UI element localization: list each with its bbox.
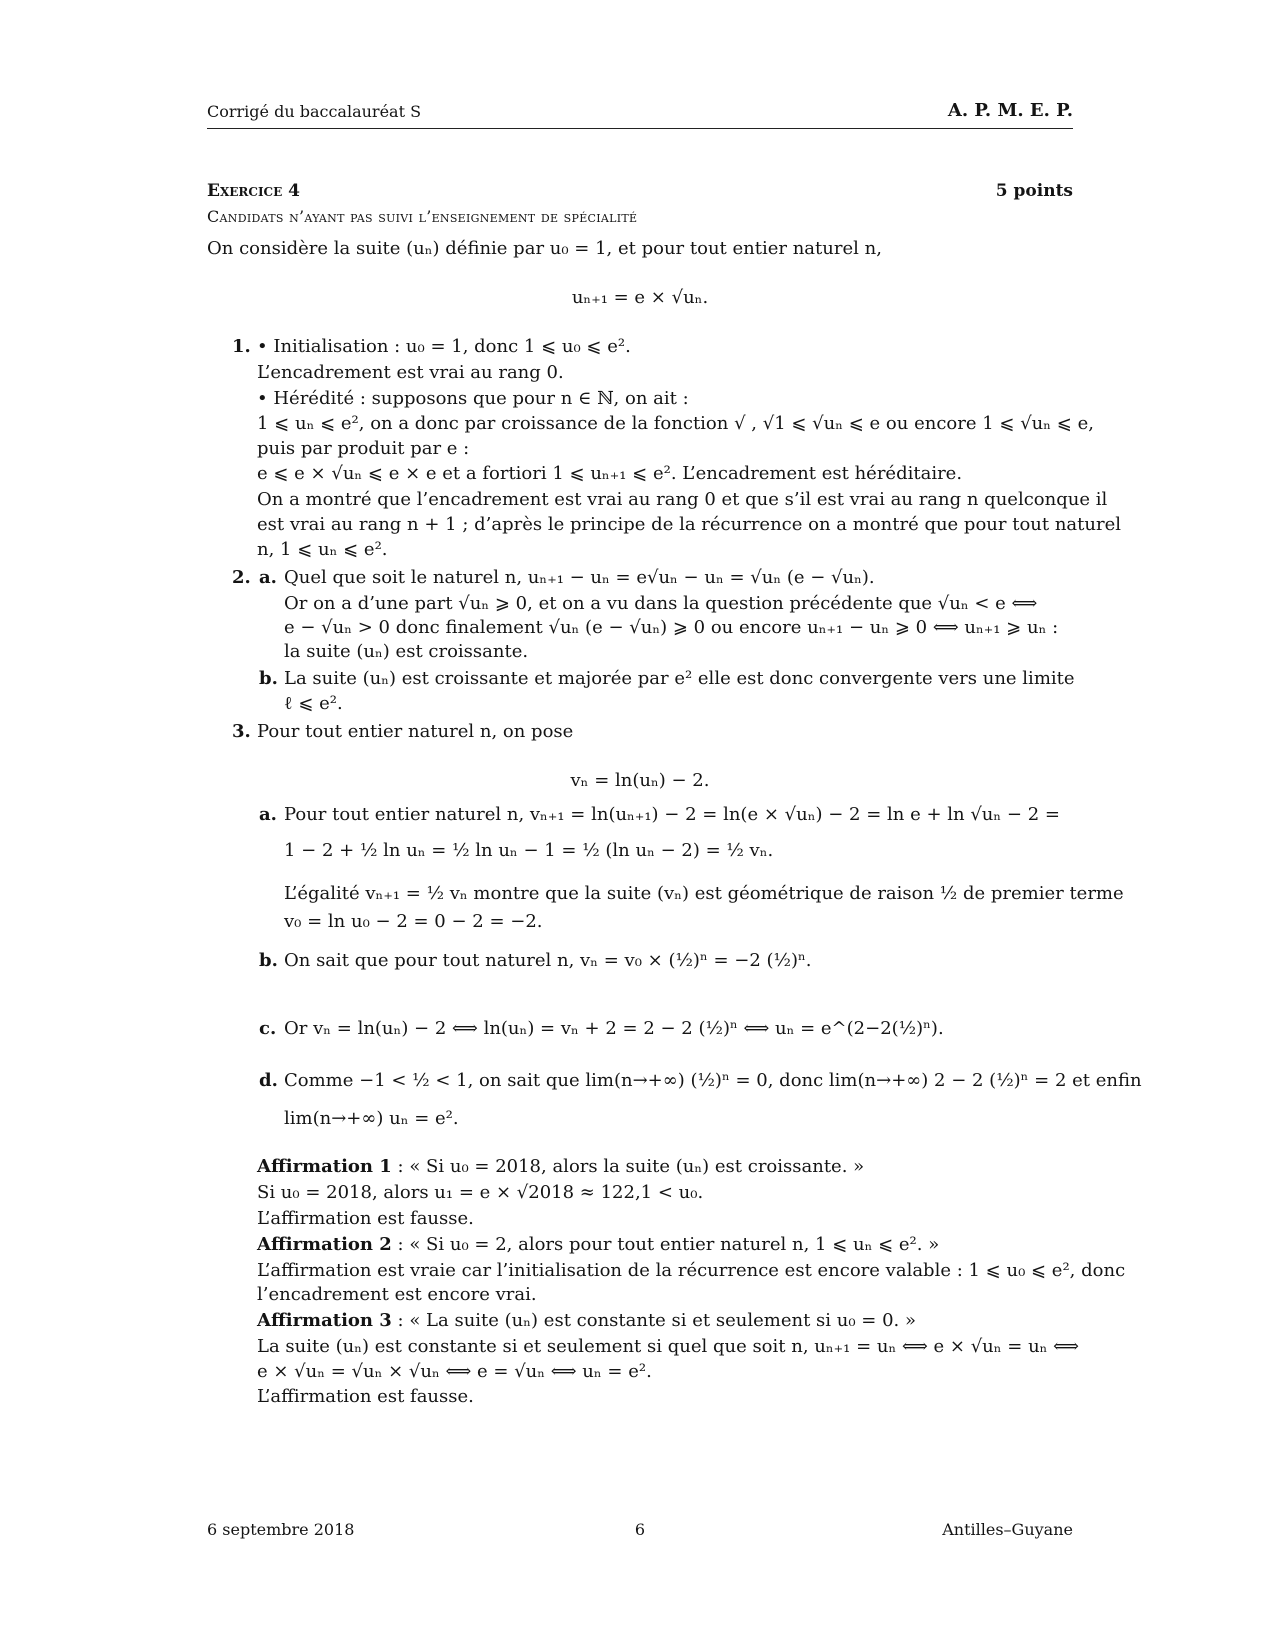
- exercise-heading: [207, 181, 1073, 201]
- q3d-line: Comme −1 < ½ < 1, on sait que lim(n→+∞) (½)ⁿ = 0, donc lim(n→+∞) 2 − 2 (½)ⁿ = 2 et enfin: [284, 1070, 1142, 1091]
- q2a-line: la suite (uₙ) est croissante.: [284, 641, 529, 662]
- page: [207, 0, 1142, 1650]
- affirmation-2-line: L’affirmation est vraie car l’initialisation de la récurrence est encore valable : 1 ⩽ u₀ ⩽ e², donc: [257, 1260, 1126, 1281]
- page-footer: [207, 1520, 1073, 1539]
- affirmation-3-text: : « La suite (uₙ) est constante si et seulement si u₀ = 0. »: [391, 1310, 917, 1331]
- q3b-label: b.: [259, 950, 278, 971]
- q2b-line: La suite (uₙ) est croissante et majorée par e² elle est donc convergente vers une limite: [284, 668, 1075, 689]
- intro-text: On considère la suite (uₙ) définie par u₀ = 1, et pour tout entier naturel n,: [207, 238, 882, 259]
- exercise-points: 5 points: [995, 181, 1073, 201]
- affirmation-1-label: Affirmation 1: [257, 1156, 392, 1177]
- q2a-line: Quel que soit le naturel n, uₙ₊₁ − uₙ = e√uₙ − uₙ = √uₙ (e − √uₙ).: [284, 567, 875, 588]
- q2b-label: b.: [259, 668, 278, 689]
- affirmation-1-text: : « Si u₀ = 2018, alors la suite (uₙ) est croissante. »: [391, 1156, 865, 1177]
- affirmation-3-label: Affirmation 3: [257, 1310, 392, 1331]
- q3-formula: vₙ = ln(uₙ) − 2.: [570, 770, 710, 791]
- q1-line: • Initialisation : u₀ = 1, donc 1 ⩽ u₀ ⩽ e².: [257, 336, 631, 357]
- affirmation-1: [257, 1156, 864, 1178]
- affirmation-1-line: Si u₀ = 2018, alors u₁ = e × √2018 ≈ 122,1 < u₀.: [257, 1182, 704, 1203]
- q1-line: e ⩽ e × √uₙ ⩽ e × e et a fortiori 1 ⩽ uₙ₊₁ ⩽ e². L’encadrement est héréditaire.: [257, 463, 963, 484]
- exercise-title: Exercice 4: [207, 181, 300, 201]
- header-title: Corrigé du baccalauréat S: [207, 102, 422, 121]
- q3a-line: 1 − 2 + ½ ln uₙ = ½ ln uₙ − 1 = ½ (ln uₙ − 2) = ½ vₙ.: [284, 840, 774, 861]
- q3c-line: Or vₙ = ln(uₙ) − 2 ⟺ ln(uₙ) = vₙ + 2 = 2 − 2 (½)ⁿ ⟺ uₙ = e^(2−2(½)ⁿ).: [284, 1018, 944, 1039]
- affirmation-1-line: L’affirmation est fausse.: [257, 1208, 474, 1229]
- q3b-line: On sait que pour tout naturel n, vₙ = v₀ × (½)ⁿ = −2 (½)ⁿ.: [284, 950, 812, 971]
- q3a-line: v₀ = ln u₀ − 2 = 0 − 2 = −2.: [284, 911, 543, 932]
- q2b-line: ℓ ⩽ e².: [284, 693, 343, 714]
- header-apmep: A. P. M. E. P.: [947, 100, 1073, 121]
- q1-line: puis par produit par e :: [257, 438, 470, 459]
- affirmation-2-text: : « Si u₀ = 2, alors pour tout entier naturel n, 1 ⩽ uₙ ⩽ e². »: [391, 1234, 940, 1255]
- q3d-line: lim(n→+∞) uₙ = e².: [284, 1108, 459, 1129]
- q3-intro: Pour tout entier naturel n, on pose: [257, 721, 574, 742]
- footer-session: Antilles–Guyane: [942, 1520, 1073, 1539]
- exercise-subtitle: Candidats n’ayant pas suivi l’enseignement de spécialité: [207, 207, 638, 226]
- affirmation-3-line: e × √uₙ = √uₙ × √uₙ ⟺ e = √uₙ ⟺ uₙ = e².: [257, 1361, 652, 1382]
- page-header: [207, 100, 1073, 129]
- q2a-label: a.: [259, 567, 277, 588]
- main-formula: uₙ₊₁ = e × √uₙ.: [571, 287, 709, 308]
- q3-number: 3.: [232, 721, 251, 742]
- footer-date: 6 septembre 2018: [207, 1520, 355, 1539]
- q1-line: • Hérédité : supposons que pour n ∈ ℕ, on ait :: [257, 388, 689, 409]
- q2a-line: Or on a d’une part √uₙ ⩾ 0, et on a vu dans la question précédente que √uₙ < e ⟺: [284, 593, 1038, 614]
- q1-number: 1.: [232, 336, 251, 357]
- q3a-label: a.: [259, 804, 277, 825]
- q2-number: 2.: [232, 567, 251, 588]
- q3a-line: L’égalité vₙ₊₁ = ½ vₙ montre que la suite (vₙ) est géométrique de raison ½ de premier terme: [284, 883, 1124, 904]
- q2a-line: e − √uₙ > 0 donc finalement √uₙ (e − √uₙ) ⩾ 0 ou encore uₙ₊₁ − uₙ ⩾ 0 ⟺ uₙ₊₁ ⩾ uₙ :: [284, 617, 1059, 638]
- q1-line: n, 1 ⩽ uₙ ⩽ e².: [257, 539, 388, 560]
- affirmation-3-line: L’affirmation est fausse.: [257, 1386, 474, 1407]
- q1-line: est vrai au rang n + 1 ; d’après le principe de la récurrence on a montré que pour tout naturel: [257, 514, 1121, 535]
- q3a-line: Pour tout entier naturel n, vₙ₊₁ = ln(uₙ₊₁) − 2 = ln(e × √uₙ) − 2 = ln e + ln √uₙ − 2 =: [284, 804, 1060, 825]
- q3c-label: c.: [259, 1018, 277, 1039]
- affirmation-3-line: La suite (uₙ) est constante si et seulement si quel que soit n, uₙ₊₁ = uₙ ⟺ e × √uₙ = uₙ ⟺: [257, 1336, 1079, 1357]
- q1-line: L’encadrement est vrai au rang 0.: [257, 362, 564, 383]
- q1-line: On a montré que l’encadrement est vrai au rang 0 et que s’il est vrai au rang n quelconque il: [257, 489, 1108, 510]
- affirmation-2-label: Affirmation 2: [257, 1234, 392, 1255]
- affirmation-3: [257, 1310, 916, 1332]
- affirmation-2-line: l’encadrement est encore vrai.: [257, 1284, 537, 1305]
- q1-line: 1 ⩽ uₙ ⩽ e², on a donc par croissance de la fonction √ , √1 ⩽ √uₙ ⩽ e ou encore 1 ⩽ √uₙ ⩽ e,: [257, 413, 1094, 434]
- q3d-label: d.: [259, 1070, 278, 1091]
- footer-page-number: 6: [634, 1520, 646, 1539]
- affirmation-2: [257, 1234, 939, 1256]
